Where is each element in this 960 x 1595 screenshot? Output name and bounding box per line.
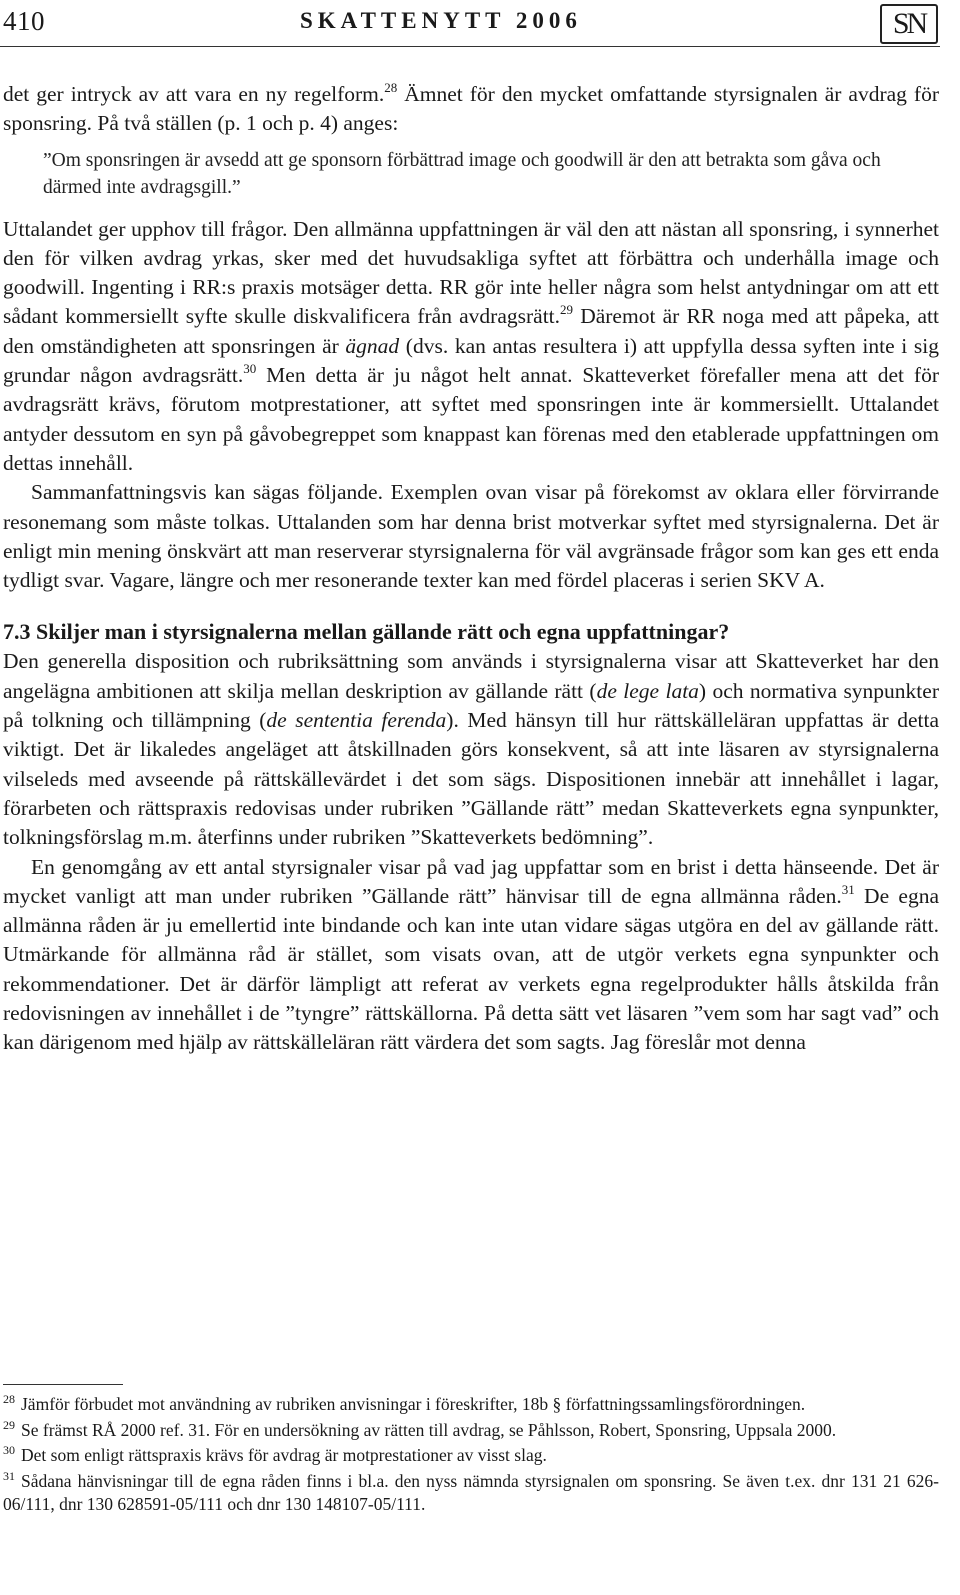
- page-number: 410: [3, 6, 45, 36]
- footnote-ref-29[interactable]: 29: [560, 302, 574, 318]
- footnote-ref-30[interactable]: 30: [243, 361, 257, 377]
- header-rule: [0, 46, 940, 47]
- block-quote: ”Om sponsringen är avsedd att ge sponsorn förbättrad image och goodwill är den att betrakta som gåva och därmed inte avdragsgill.”: [43, 149, 881, 198]
- footnote-30: $^{30}$ Det som enligt rättspraxis krävs för avdrag är motprestationer av visst slag.: [3, 1443, 547, 1465]
- footnotes: [3, 1384, 939, 1519]
- paragraph-4: Den generella disposition och rubriksättning som används i styrsignalerna visar att Skatteverket har den angelägna ambitionen att skilja mellan deskription av gällande rätt (de lege lata) och normativa synpunkter på tolkning och tillämpning (de sententia ferenda). Med hänsyn till hur rättskälleläran uppfattas är detta viktigt. Det är likaledes angeläget att åtskillnaden görs konsekvent, så att inte läsaren av styrsignalerna vilseleds med avseende på rättskällevärdet i det som sägs. Dispositionen innebär att innehållet i lagar, förarbeten och rättspraxis redovisas under rubriken ”Gällande rätt” medan Skatteverkets egna synpunkter, tolkningsförslag m.m. återfinns under rubriken ”Skatteverkets bedömning”.: [3, 649, 939, 850]
- paragraph-5: En genomgång av ett antal styrsignaler visar på vad jag uppfattar som en brist i detta hänseende. Det är mycket vanligt att man under rubriken ”Gällande rätt” hänvisar till de egna allmänna råden.$^{31}$ De egna allmänna råden är ju emellertid inte bindande och kan inte utan vidare sägas utgöra en del av gällande rätt. Utmärkande för allmänna råd är stället, som visats ovan, att de utgör verkets egna synpunkter och rekommendationer. Det är därför lämpligt att referat av verkets egna regelprodukter hålls åtskilda från redovisningen av innehållet i de ”tyngre” rättskällorna. På detta sätt vet läsaren ”vem som har sagt vad” och kan därigenom med hjälp av rättskälleläran rätt värdera det som sagts. Jag föreslår mot denna: [3, 854, 939, 1055]
- journal-title: SKATTENYTT 2006: [300, 8, 582, 33]
- footnote-ref-28[interactable]: 28: [384, 80, 398, 95]
- footnote-31: $^{31}$ Sådana hänvisningar till de egna råden finns i bl.a. den nyss nämnda styrsignalen om sponsring. Se även t.ex. dnr 131 21 626-06/111, dnr 130 628591-05/111 och dnr 130 148107-05/111.: [3, 1468, 939, 1514]
- footnote-28: $^{28}$ Jämför förbudet mot användning av rubriken anvisningar i föreskrifter, 18b § författningssamlingsförordningen.: [3, 1392, 806, 1414]
- footnote-ref-31[interactable]: 31: [841, 881, 855, 897]
- section-heading: 7.3 Skiljer man i styrsignalerna mellan gällande rätt och egna uppfattningar?: [3, 619, 730, 645]
- paragraph-3: Sammanfattningsvis kan sägas följande. Exemplen ovan visar på förekomst av oklara eller förvirrande resonemang som måste tolkas. Uttalanden som har denna brist motverkar syftet med styrsignalerna. Det är enligt min mening önskvärt att man reserverar styrsignalerna för väl avgränsade frågor som kan ges ett enda tydligt svar. Vagare, längre och mer resonerande texter kan med fördel placeras i serien SKV A.: [3, 480, 939, 593]
- paragraph-1: det ger intryck av att vara en ny regelform.$^{28}$ Ämnet för den mycket omfattande styrsignalen är avdrag för sponsring. På två ställen (p. 1 och p. 4) anges:: [3, 80, 939, 136]
- footnote-rule: [3, 1384, 123, 1385]
- journal-logo: SN: [880, 4, 938, 44]
- page-header: [0, 0, 960, 50]
- article-body: [3, 80, 939, 1058]
- paragraph-2: Uttalandet ger upphov till frågor. Den allmänna uppfattningen är väl den att nästan all sponsring, i synnerhet den för vilken avdrag yrkas, sker med det huvudsakliga syftet att förbättra och underhålla image och goodwill. Ingenting i RR:s praxis motsäger detta. RR gör inte heller några som helst antydningar om att ett sådant kommersiellt syfte skulle diskvalificera från avdragsrätt.$^{29}$ Däremot är RR noga med att påpeka, att den omständigheten att sponsringen är ägnad (dvs. kan antas resultera i) att uppfylla dessa syften inte i sig grundar någon avdragsrätt.$^{30}$ Men detta är ju något helt annat. Skatteverket förefaller mena att det för avdragsrätt krävs, förutom motprestationer, att syftet med sponsringen inte är kommersiellt. Uttalandet antyder dessutom en syn på gåvobegreppet som knappast kan förenas med den etablerade uppfattningen om dettas innehåll.: [3, 216, 939, 475]
- footnote-29: $^{29}$ Se främst RÅ 2000 ref. 31. För en undersökning av rätten till avdrag, se Påhlsson, Robert, Sponsring, Uppsala 2000.: [3, 1417, 837, 1440]
